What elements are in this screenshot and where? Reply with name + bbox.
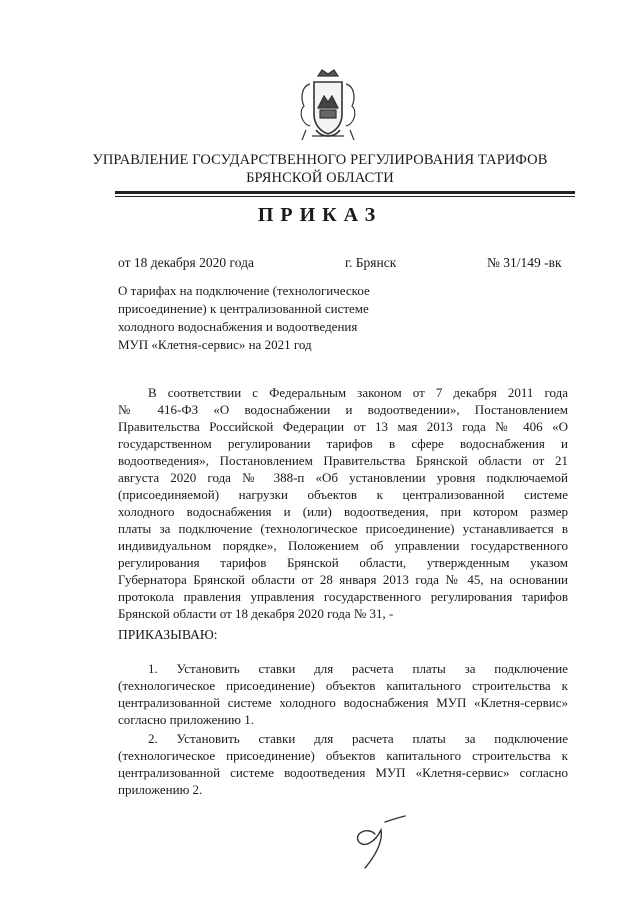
preamble-line: августа 2020 года № 388-п «Об установлении уровня подключаемой bbox=[118, 470, 568, 485]
organization-name-line2: БРЯНСКОЙ ОБЛАСТИ bbox=[246, 170, 394, 186]
preamble-line: Брянской области от 18 декабря 2020 года № 31, - bbox=[118, 606, 394, 621]
item-line: согласно приложению 1. bbox=[118, 712, 254, 727]
subject-line: холодного водоснабжения и водоотведения bbox=[118, 319, 358, 334]
order-subject bbox=[118, 282, 418, 354]
item-line: (технологическое присоединение) объектов капитального строительства к bbox=[118, 678, 568, 693]
header-rule-thin bbox=[115, 196, 575, 197]
item-line: (технологическое присоединение) объектов капитального строительства к bbox=[118, 748, 568, 763]
preamble-line: (присоединяемой) нагрузки объектов к централизованной системе bbox=[118, 487, 568, 502]
subject-line: присоединение) к централизованной системе bbox=[118, 301, 369, 316]
coat-of-arms-icon bbox=[296, 68, 360, 146]
preamble-line: платы за подключение (технологическое присоединение) устанавливается в bbox=[118, 521, 568, 536]
item-line: 2. Установить ставки для расчета платы за подключение bbox=[148, 731, 568, 746]
order-item-1 bbox=[118, 660, 568, 728]
order-date: от 18 декабря 2020 года bbox=[118, 255, 254, 270]
header-rule-thick bbox=[115, 191, 575, 194]
order-item-2 bbox=[118, 730, 568, 798]
preamble-line: индивидуальном порядке», Положением об управлении государственного bbox=[118, 538, 568, 553]
organization-name-line1: УПРАВЛЕНИЕ ГОСУДАРСТВЕННОГО РЕГУЛИРОВАНИЯ ТАРИФОВ bbox=[92, 152, 548, 168]
preamble-line: протокола правления управления государственного регулирования тарифов bbox=[118, 589, 568, 604]
preamble-line: № 416-ФЗ «О водоснабжении и водоотведении», Постановлением bbox=[118, 402, 568, 417]
preamble-paragraph bbox=[118, 384, 568, 622]
item-line: приложению 2. bbox=[118, 782, 203, 797]
item-line: централизованной системе водоотведения МУП «Клетня-сервис» согласно bbox=[118, 765, 568, 780]
order-directive: ПРИКАЗЫВАЮ: bbox=[118, 627, 218, 642]
subject-line: О тарифах на подключение (технологическое bbox=[118, 283, 370, 298]
preamble-line: холодного водоснабжения и (или) водоотведения, при котором размер bbox=[118, 504, 568, 519]
preamble-line: Губернатора Брянской области от 28 января 2013 года № 45, на основании bbox=[118, 572, 568, 587]
preamble-line: водоотведения», Постановлением Правительства Брянской области от 21 bbox=[118, 453, 568, 468]
handwritten-signature bbox=[345, 812, 415, 872]
order-city: г. Брянск bbox=[345, 255, 397, 270]
preamble-line: государственном регулировании тарифов в сфере водоснабжения и bbox=[118, 436, 568, 451]
subject-line: МУП «Клетня-сервис» на 2021 год bbox=[118, 337, 312, 352]
document-title: ПРИКАЗ bbox=[257, 204, 383, 226]
preamble-line: регулирования тарифов Брянской области, утвержденным указом bbox=[118, 555, 568, 570]
item-line: 1. Установить ставки для расчета платы за подключение bbox=[148, 661, 568, 676]
order-number: № 31/149 -вк bbox=[487, 255, 562, 270]
preamble-line: Правительства Российской Федерации от 13 мая 2013 года № 406 «О bbox=[118, 419, 568, 434]
preamble-line: В соответствии с Федеральным законом от 7 декабря 2011 года bbox=[148, 385, 568, 400]
item-line: централизованной системе холодного водоснабжения МУП «Клетня-сервис» bbox=[118, 695, 568, 710]
